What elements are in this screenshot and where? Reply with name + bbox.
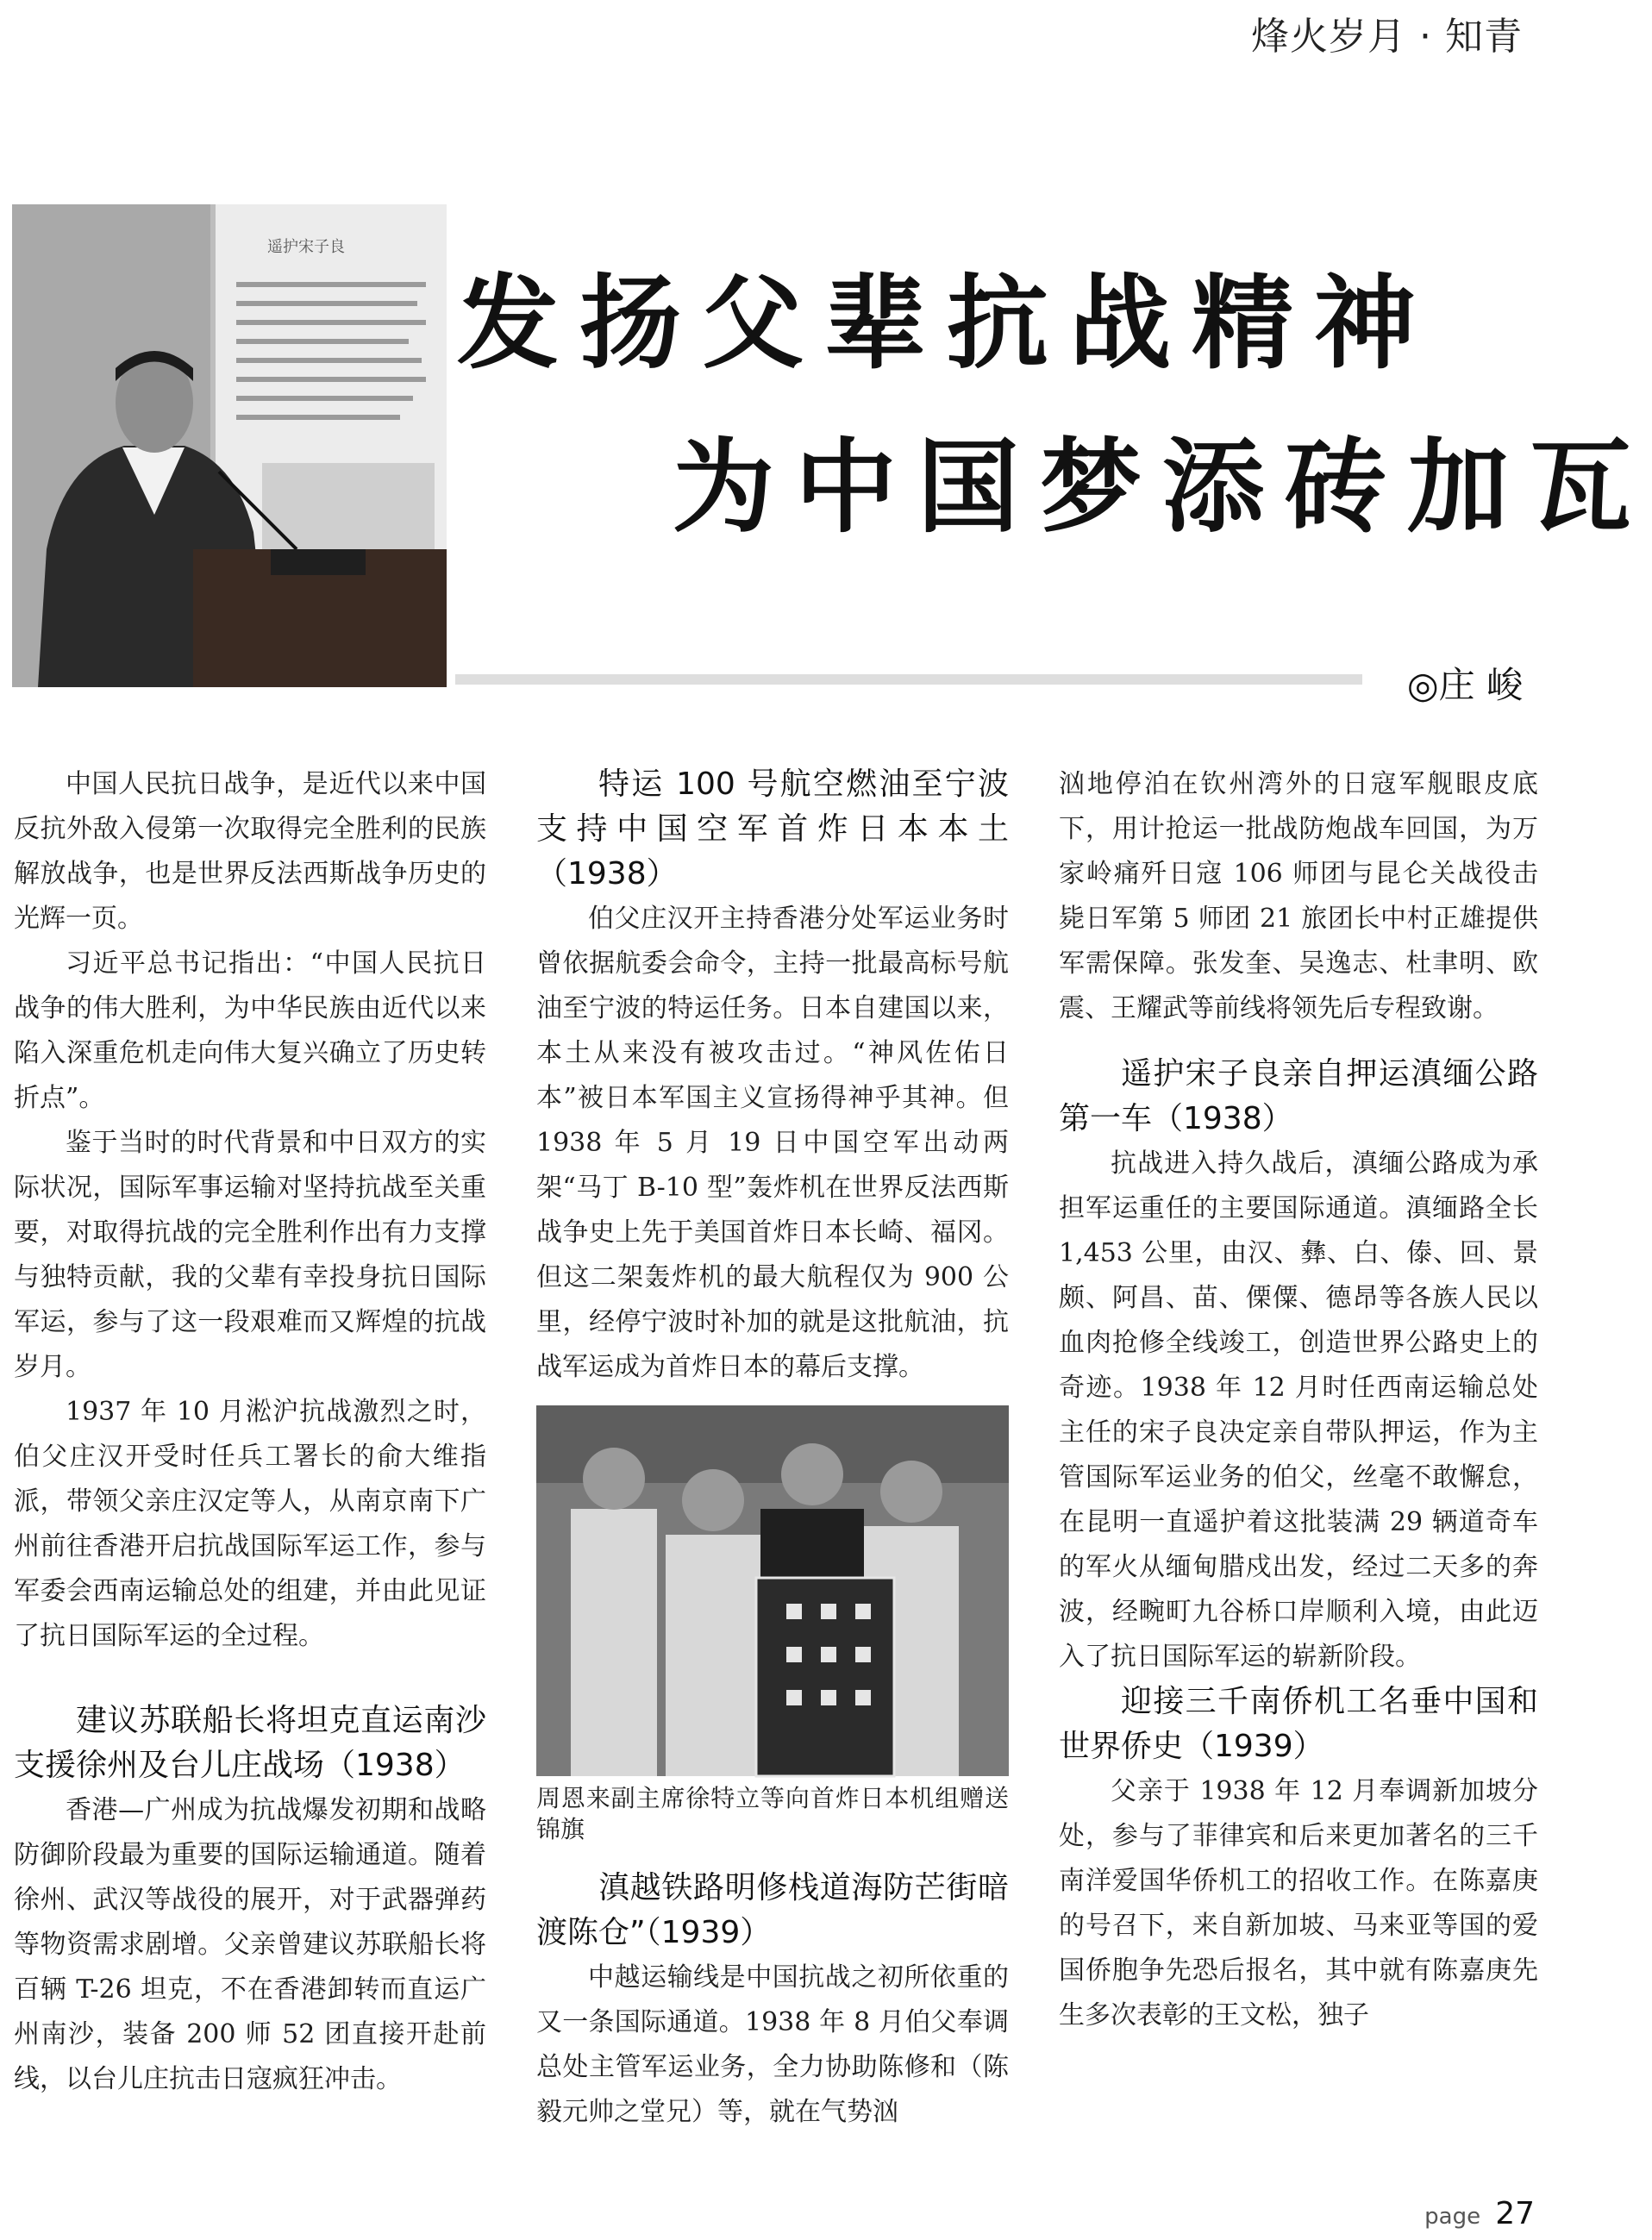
- paragraph: 鉴于当时的时代背景和中日双方的实际状况，国际军事运输对坚持抗战至关重要，对取得抗战的完全胜利作出有力支撑与独特贡献，我的父辈有幸投身抗日国际军运，参与了这一段艰难而又辉煌的抗战岁月。: [14, 1128, 486, 1382]
- paragraph: 1937 年 10 月淞沪抗战激烈之时，伯父庄汉开受时任兵工署长的俞大维指派，带领父亲庄汉定等人，从南京南下广州前往香港开启抗战国际军运工作，参与军委会西南运输总处的组建，并由此见证了抗日国际军运的全过程。: [14, 1397, 486, 1651]
- paragraph: 父亲于 1938 年 12 月奉调新加坡分处，参与了菲律宾和后来更加著名的三千南洋爱国华侨机工的招收工作。在陈嘉庚的号召下，来自新加坡、马来亚等国的爱国侨胞争先恐后报名，其中就有陈嘉庚先生多次表彰的王文松，独子: [1059, 1776, 1538, 2030]
- article-title-line-2: 为中国梦添砖加瓦: [673, 427, 1652, 547]
- hero-photo: [12, 204, 447, 687]
- article-title-line-1: 发扬父辈抗战精神: [457, 263, 1437, 383]
- speaker-at-podium-image: [12, 204, 447, 687]
- paragraph: 伯父庄汉开主持香港分处军运业务时曾依据航委会命令，主持一批最高标号航油至宁波的特运任务。日本自建国以来，本土从来没有被攻击过。“神风佐佑日本”被日本军国主义宣扬得神乎其神。但 1938 年 5 月 19 日中国空军出动两架“马丁 B-10 型”轰炸机在世界反法西斯战争史上先于美国首炸日本长崎、福冈。但这二架轰炸机的最大航程仅为 900 公里，经停宁波时补加的就是这批航油，抗战军运成为首炸日本的幕后支撑。: [536, 904, 1009, 1382]
- title-rule: [455, 674, 1362, 685]
- author-byline: ◎庄 峻: [1407, 664, 1523, 706]
- paragraph: 习近平总书记指出：“中国人民抗日战争的伟大胜利，为中华民族由近代以来陷入深重危机走向伟大复兴确立了历史转折点”。: [14, 948, 486, 1113]
- group-photo-with-banner: [536, 1405, 1009, 1776]
- section-heading: 迎接三千南侨机工名垂中国和世界侨史（1939）: [1059, 1684, 1538, 1764]
- paragraph: 抗战进入持久战后，滇缅公路成为承担军运重任的主要国际通道。滇缅路全长 1,453 公里，由汉、彝、白、傣、回、景颇、阿昌、苗、傈僳、德昂等各族人民以血肉抢修全线竣工，创造世界公路史上的奇迹。1938 年 12 月时任西南运输总处主任的宋子良决定亲自带队押运，作为主管国际军运业务的伯父，丝毫不敢懈怠，在昆明一直遥护着这批装满 29 辆道奇车的军火从缅甸腊戍出发，经过二天多的奔波，经畹町九谷桥口岸顺利入境，由此迈入了抗日国际军运的崭新阶段。: [1059, 1148, 1538, 1672]
- paragraph: 香港—广州成为抗战爆发初期和战略防御阶段最为重要的国际运输通道。随着徐州、武汉等战役的展开，对于武器弹药等物资需求剧增。父亲曾建议苏联船长将百辆 T-26 坦克，不在香港卸转而直运广州南沙，装备 200 师 52 团直接开赴前线，以台儿庄抗击日寇疯狂冲击。: [14, 1795, 486, 2094]
- section-heading: 建议苏联船长将坦克直运南沙支援徐州及台儿庄战场（1938）: [14, 1703, 486, 1783]
- section-heading: 滇越铁路明修栈道海防芒街暗渡陈仓”（1939）: [536, 1870, 1009, 1950]
- page-word: page: [1424, 2204, 1481, 2230]
- page-number: 27: [1495, 2196, 1535, 2231]
- section-heading: 特运 100 号航空燃油至宁波支持中国空军首炸日本本土（1938）: [536, 766, 1009, 892]
- column-1: [14, 762, 486, 2102]
- page-footer: [1424, 2196, 1535, 2231]
- column-3: [1059, 762, 1538, 2038]
- column-2: [536, 762, 1009, 2135]
- photo-caption: 周恩来副主席徐特立等向首炸日本机组赠送锦旗: [536, 1784, 1009, 1843]
- section-heading: 遥护宋子良亲自押运滇缅公路第一车（1938）: [1059, 1056, 1538, 1136]
- section-label: 烽火岁月 · 知青: [1251, 15, 1523, 59]
- paragraph: 中国人民抗日战争，是近代以来中国反抗外敌入侵第一次取得完全胜利的民族解放战争，也是世界反法西斯战争历史的光辉一页。: [14, 769, 486, 934]
- paragraph: 汹地停泊在钦州湾外的日寇军舰眼皮底下，用计抢运一批战防炮战车回国，为万家岭痛歼日寇 106 师团与昆仑关战役击毙日军第 5 师团 21 旅团长中村正雄提供军需保障。张发奎、吴逸志、杜聿明、欧震、王耀武等前线将领先后专程致谢。: [1059, 769, 1538, 1023]
- paragraph: 中越运输线是中国抗战之初所依重的又一条国际通道。1938 年 8 月伯父奉调总处主管军运业务，全力协助陈修和（陈毅元帅之堂兄）等，就在气势汹: [536, 1962, 1009, 2127]
- hero-screen-text: 遥护宋子良: [267, 238, 345, 256]
- group-photo-image: [536, 1405, 1009, 1776]
